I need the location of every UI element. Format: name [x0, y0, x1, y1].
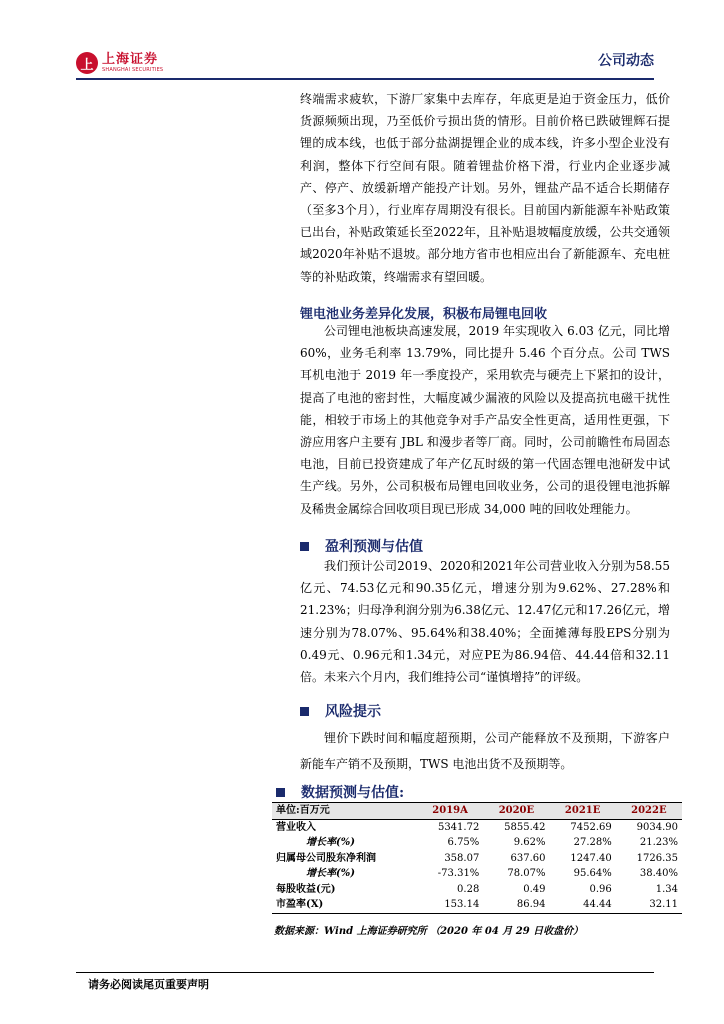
risk-paragraph: 锂价下跌时间和幅度超预期，公司产能释放不及预期，下游客户新能车产销不及预期，TWS 电池出货不及预期等。 [300, 731, 670, 771]
footer-disclaimer: 请务必阅读尾页重要声明 [88, 978, 209, 991]
risk-section [300, 725, 670, 777]
risk-title: 风险提示 [325, 704, 381, 720]
forecast-title: 盈利预测与估值 [325, 539, 423, 555]
table-row [272, 851, 682, 867]
square-bullet-icon [300, 542, 309, 551]
intro-paragraph: 终端需求疲软，下游厂家集中去库存，年底更是迫于资金压力，低价货源频频出现，乃至低价亏损出货的情形。目前价格已跌破锂辉石提锂的成本线，也低于部分盐湖提锂企业的成本线，许多小型企业没有利润，整体下行空间有限。随着锂盐价格下滑，行业内企业逐步减产、停产、放缓新增产能投产计划。另外，锂盐产品不适合长期储存（至多3个月），行业库存周期没有很长。目前国内新能源车补贴政策已出台，补贴政策延长至2022年，且补贴退坡幅度放缓，公共交通领域2020年补贴不退坡。部分地方省市也相应出台了新能源车、充电桩等的补贴政策，终端需求有望回暖。 [300, 92, 670, 284]
table-row [272, 835, 682, 851]
square-bullet-icon [300, 707, 309, 716]
battery-section [300, 320, 670, 520]
table-cell: 1726.35 [636, 852, 678, 864]
row-label: 增长率(%) [306, 837, 355, 848]
header-divider [76, 78, 654, 80]
table-source: 数据来源：Wind 上海证券研究所 （2020 年 04 月 29 日收盘价） [274, 926, 584, 937]
risk-heading [300, 701, 381, 721]
square-bullet-icon [276, 788, 285, 797]
battery-paragraph: 公司锂电池板块高速发展，2019 年实现收入 6.03 亿元，同比增60%，业务毛利率 13.79%，同比提升 5.46 个百分点。公司 TWS 耳机电池于 2019 年一季度投产，采用软壳与硬壳上下紧扣的设计，提高了电池的密封性，大幅度减少漏液的风险以及提高抗电磁干扰性能，相较于市场上的其他竞争对手产品安全性更高，适用性更强，下游应用客户主要有 JBL 和漫步者等厂商。同时，公司前瞻性布局固态电池，目前已投资建成了年产亿瓦时级的第一代固态锂电池研发中试生产线。另外，公司积极布局锂电回收业务，公司的退役锂电池拆解及稀贵金属综合回收项目现已形成 34,000 吨的回收处理能力。 [300, 324, 670, 516]
battery-heading: 锂电池业务差异化发展，积极布局锂电回收 [300, 307, 548, 322]
table-cell: 86.94 [483, 897, 549, 913]
table-cell: 9.62% [513, 837, 546, 848]
table-cell: 5341.72 [437, 821, 480, 833]
row-label: 营业收入 [276, 821, 316, 833]
table-cell: 5855.42 [504, 821, 546, 833]
section-title: 公司动态 [598, 53, 654, 69]
table-cell: 95.64% [573, 868, 612, 879]
table-cell: 1.34 [655, 883, 678, 895]
unit-label: 单位:百万元 [272, 803, 417, 820]
table-cell: 7452.69 [570, 821, 612, 833]
forecast-section [300, 555, 670, 688]
row-label: 每股收益(元) [276, 883, 336, 895]
table-cell: 0.49 [523, 883, 546, 895]
table-cell: 6.75% [447, 837, 480, 848]
table-cell: 637.60 [510, 852, 546, 864]
logo-name: 上海证券 [102, 51, 159, 67]
table-cell: 44.44 [550, 897, 616, 913]
table-cell: 358.07 [444, 852, 480, 864]
table-cell: 1247.40 [570, 852, 612, 864]
table-cell: 27.28% [573, 837, 612, 848]
forecast-paragraph: 我们预计公司2019、2020和2021年公司营业收入分别为58.55亿元、74.53亿元和90.35亿元，增速分别为9.62%、27.28%和21.23%；归母净利润分别为6.38亿元、12.47亿元和17.26亿元，增速分别为78.07%、95.64%和38.40%；全面摊薄每股EPS分别为0.49元、0.96元和1.34元，对应PE为86.94倍、44.44倍和32.11倍。未来六个月内，我们维持公司“谨慎增持”的评级。 [300, 559, 670, 685]
year-header: 2020E [483, 803, 549, 820]
forecast-table [272, 802, 682, 914]
page-header [76, 48, 654, 78]
table-title: 数据预测与估值: [301, 785, 405, 801]
intro-section [300, 88, 670, 288]
row-label: 归属母公司股东净利润 [276, 852, 376, 864]
table-cell: 32.11 [616, 897, 682, 913]
company-logo [76, 52, 163, 74]
year-header: 2019A [417, 803, 483, 820]
table-cell: 0.96 [589, 883, 612, 895]
table-row [272, 882, 682, 898]
table-heading [276, 782, 404, 802]
year-header: 2021E [550, 803, 616, 820]
table-cell: 153.14 [417, 897, 483, 913]
table-cell: 21.23% [639, 837, 678, 848]
table-row [272, 866, 682, 882]
row-label: 市盈率(X) [272, 897, 417, 913]
year-header: 2022E [616, 803, 682, 820]
table-cell: 9034.90 [636, 821, 678, 833]
table-cell: 0.28 [457, 883, 480, 895]
table-cell: 38.40% [639, 868, 678, 879]
table-row [272, 897, 682, 913]
table-cell: 78.07% [507, 868, 546, 879]
footer-divider [76, 972, 654, 973]
table-cell: -73.31% [437, 868, 480, 879]
logo-english-name: SHANGHAI SECURITIES [102, 66, 164, 73]
table-header-row [272, 803, 682, 820]
forecast-heading [300, 536, 423, 556]
row-label: 增长率(%) [306, 868, 355, 879]
table-row [272, 819, 682, 835]
logo-mark: 上 [76, 52, 98, 74]
